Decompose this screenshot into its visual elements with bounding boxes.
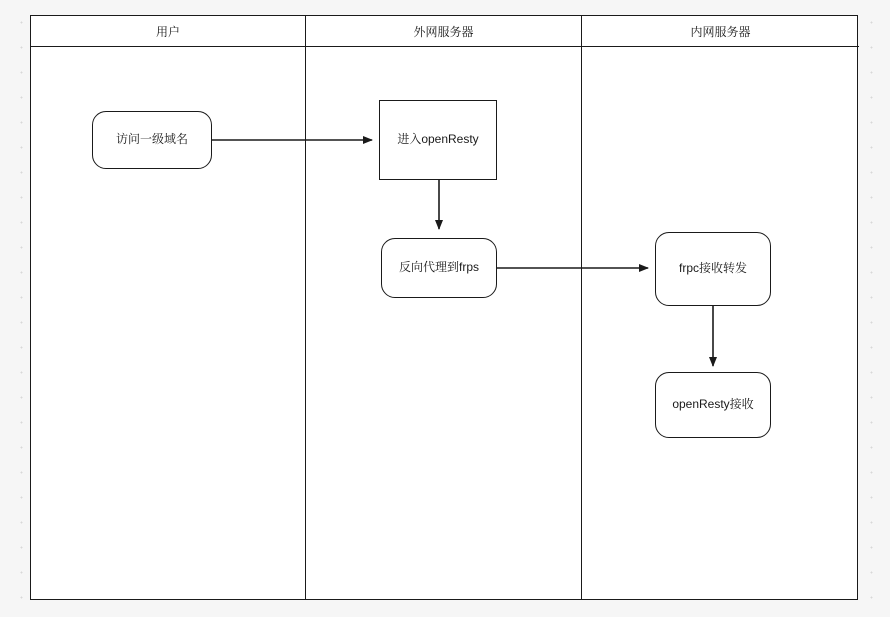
node-label-reverse-proxy-frps: 反向代理到frps: [398, 260, 479, 275]
swimlane-header-external-server: [306, 16, 581, 47]
swimlane-header-internal-server: [582, 16, 859, 47]
node-label-enter-openresty: 进入openResty: [397, 132, 479, 147]
node-openresty-receive[interactable]: [655, 372, 771, 438]
node-label-visit-domain: 访问一级域名: [115, 132, 188, 147]
swimlane-label-internal-server: 内网服务器: [690, 24, 751, 39]
swimlane-label-user: 用户: [155, 24, 180, 39]
swimlane-user[interactable]: [31, 16, 305, 599]
swimlane-header-user: [31, 16, 305, 47]
node-frpc-forward[interactable]: [655, 232, 771, 306]
swimlane-internal-server[interactable]: [581, 16, 859, 599]
node-label-openresty-receive: openResty接收: [672, 397, 754, 412]
node-visit-domain[interactable]: [92, 111, 212, 169]
node-enter-openresty[interactable]: [379, 100, 497, 180]
node-reverse-proxy-frps[interactable]: [381, 238, 497, 298]
swimlane-label-external-server: 外网服务器: [413, 24, 474, 39]
node-label-frpc-forward: frpc接收转发: [678, 261, 747, 276]
